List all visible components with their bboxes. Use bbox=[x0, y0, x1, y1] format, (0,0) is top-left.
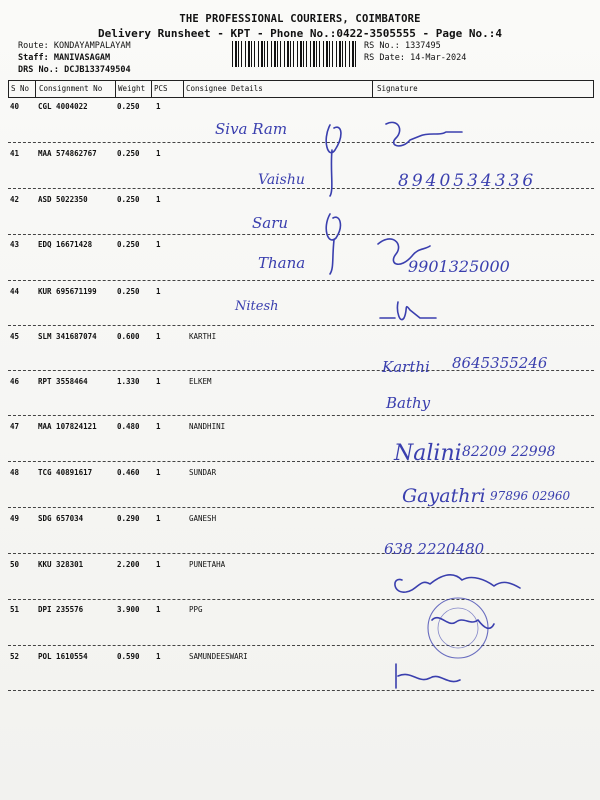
row-pcs: 1 bbox=[156, 195, 161, 204]
row-consignment: KUR 695671199 bbox=[38, 287, 97, 296]
row-weight: 0.250 bbox=[117, 149, 140, 158]
row-weight: 0.250 bbox=[117, 287, 140, 296]
barcode bbox=[232, 41, 356, 67]
row-sno: 46 bbox=[10, 377, 20, 386]
row-pcs: 1 bbox=[156, 102, 161, 111]
row-sno: 48 bbox=[10, 468, 20, 477]
row-consignment: EDQ 16671428 bbox=[38, 240, 93, 249]
handwritten-name: Nitesh bbox=[235, 299, 279, 314]
handwritten-name: Saru bbox=[252, 214, 289, 232]
row-consignment: RPT 3558464 bbox=[38, 377, 88, 386]
row-weight: 1.330 bbox=[117, 377, 140, 386]
handwritten-name: Thana bbox=[258, 254, 306, 272]
row-pcs: 1 bbox=[156, 605, 161, 614]
handwritten-phone: 8940534336 bbox=[398, 171, 537, 191]
handwritten-phone: 97896 02960 bbox=[490, 489, 571, 503]
row-divider bbox=[8, 280, 594, 281]
row-weight: 0.250 bbox=[117, 240, 140, 249]
rs-date-line bbox=[364, 53, 466, 63]
col-header-weight: Weight bbox=[118, 84, 146, 93]
handwritten-signature: Karthi bbox=[382, 358, 430, 376]
row-sno: 50 bbox=[10, 560, 20, 569]
col-rule bbox=[35, 81, 36, 98]
row-weight: 0.460 bbox=[117, 468, 140, 477]
signature-stroke bbox=[432, 618, 494, 629]
row-consignment: SLM 341687074 bbox=[38, 332, 97, 341]
row-weight: 0.290 bbox=[117, 514, 140, 523]
col-rule bbox=[593, 81, 594, 98]
handwritten-phone: 8645355246 bbox=[452, 354, 548, 372]
row-sno: 49 bbox=[10, 514, 20, 523]
rs-date-label: RS Date: bbox=[364, 53, 405, 63]
row-sno: 44 bbox=[10, 287, 20, 296]
col-header-sno: S No bbox=[11, 84, 30, 93]
row-sno: 42 bbox=[10, 195, 20, 204]
row-consignment: MAA 574862767 bbox=[38, 149, 97, 158]
col-rule bbox=[151, 81, 152, 98]
handwritten-name: Vaishu bbox=[258, 172, 305, 188]
signature-stroke bbox=[380, 302, 436, 320]
drs-label: DRS No.: bbox=[18, 65, 59, 75]
row-consignee: SAMUNDEESWARI bbox=[189, 652, 248, 661]
row-pcs: 1 bbox=[156, 287, 161, 296]
row-pcs: 1 bbox=[156, 332, 161, 341]
company-title: THE PROFESSIONAL COURIERS, COIMBATORE bbox=[179, 13, 421, 25]
row-pcs: 1 bbox=[156, 377, 161, 386]
signature-stroke bbox=[395, 575, 520, 592]
row-consignee: ELKEM bbox=[189, 377, 212, 386]
row-divider bbox=[8, 690, 594, 691]
staff-line bbox=[18, 53, 110, 63]
handwritten-phone: 9901325000 bbox=[408, 257, 510, 276]
staff-value: MANIVASAGAM bbox=[53, 53, 111, 63]
handwritten-phone: 638 2220480 bbox=[384, 540, 485, 558]
rs-date-value: 14-Mar-2024 bbox=[410, 53, 467, 63]
row-consignment: TCG 40891617 bbox=[38, 468, 93, 477]
row-sno: 45 bbox=[10, 332, 20, 341]
row-divider bbox=[8, 553, 594, 554]
row-consignee: KARTHI bbox=[189, 332, 217, 341]
handwritten-phone: 82209 22998 bbox=[462, 444, 556, 460]
signature-stroke bbox=[378, 239, 430, 264]
route-label: Route: bbox=[18, 41, 49, 51]
row-weight: 3.900 bbox=[117, 605, 140, 614]
col-rule bbox=[115, 81, 116, 98]
row-divider bbox=[8, 142, 594, 143]
row-consignee: GANESH bbox=[189, 514, 217, 523]
row-consignee: PPG bbox=[189, 605, 203, 614]
table-header-rule bbox=[8, 97, 594, 98]
row-sno: 41 bbox=[10, 149, 20, 158]
col-header-signature: Signature bbox=[377, 84, 418, 93]
row-sno: 43 bbox=[10, 240, 20, 249]
row-sno: 51 bbox=[10, 605, 20, 614]
row-weight: 0.480 bbox=[117, 422, 140, 431]
row-pcs: 1 bbox=[156, 149, 161, 158]
row-divider bbox=[8, 415, 594, 416]
row-divider bbox=[8, 188, 594, 189]
row-divider bbox=[8, 461, 594, 462]
row-pcs: 1 bbox=[156, 240, 161, 249]
signature-stroke bbox=[396, 664, 460, 688]
table-top-rule bbox=[8, 80, 594, 81]
row-sno: 47 bbox=[10, 422, 20, 431]
rs-no-line bbox=[364, 41, 441, 51]
row-consignee: PUNETAHA bbox=[189, 560, 226, 569]
handwritten-signature: Bathy bbox=[386, 394, 431, 412]
row-consignee: NANDHINI bbox=[189, 422, 226, 431]
row-sno: 40 bbox=[10, 102, 20, 111]
route-line bbox=[18, 41, 131, 51]
row-consignment: KKU 328301 bbox=[38, 560, 84, 569]
drs-line bbox=[18, 65, 131, 75]
handwritten-signature: Nalini bbox=[394, 441, 462, 466]
signature-stroke bbox=[326, 214, 340, 274]
company-stamp bbox=[428, 598, 494, 658]
row-weight: 0.600 bbox=[117, 332, 140, 341]
col-header-consignment: Consignment No bbox=[39, 84, 103, 93]
row-divider bbox=[8, 325, 594, 326]
staff-label: Staff: bbox=[18, 53, 49, 63]
row-consignment: SDG 657034 bbox=[38, 514, 84, 523]
row-divider bbox=[8, 507, 594, 508]
row-consignment: CGL 4004022 bbox=[38, 102, 88, 111]
row-divider bbox=[8, 645, 594, 646]
route-value: KONDAYAMPALAYAM bbox=[53, 41, 131, 51]
col-rule bbox=[8, 81, 9, 98]
runsheet-subtitle: Delivery Runsheet - KPT - Phone No.:0422-3505555 - Page No.:4 bbox=[98, 27, 502, 40]
row-consignment: ASD 5022350 bbox=[38, 195, 88, 204]
row-divider bbox=[8, 234, 594, 235]
row-pcs: 1 bbox=[156, 468, 161, 477]
row-pcs: 1 bbox=[156, 560, 161, 569]
row-consignment: MAA 107824121 bbox=[38, 422, 97, 431]
drs-value: DCJB133749504 bbox=[64, 65, 131, 75]
row-weight: 0.590 bbox=[117, 652, 140, 661]
row-weight: 2.200 bbox=[117, 560, 140, 569]
col-header-pcs: PCS bbox=[154, 84, 168, 93]
row-weight: 0.250 bbox=[117, 102, 140, 111]
row-consignee: SUNDAR bbox=[189, 468, 217, 477]
col-rule bbox=[372, 81, 373, 98]
row-pcs: 1 bbox=[156, 422, 161, 431]
rs-no-label: RS No.: bbox=[364, 41, 400, 51]
row-divider bbox=[8, 370, 594, 371]
row-sno: 52 bbox=[10, 652, 20, 661]
row-weight: 0.250 bbox=[117, 195, 140, 204]
col-rule bbox=[183, 81, 184, 98]
row-consignment: POL 1610554 bbox=[38, 652, 88, 661]
row-pcs: 1 bbox=[156, 514, 161, 523]
signature-stroke bbox=[326, 125, 341, 196]
row-consignment: DPI 235576 bbox=[38, 605, 84, 614]
row-pcs: 1 bbox=[156, 652, 161, 661]
handwritten-signature: Gayathri bbox=[402, 485, 486, 507]
handwritten-name: Siva Ram bbox=[215, 120, 288, 138]
col-header-consignee: Consignee Details bbox=[186, 84, 263, 93]
rs-no-value: 1337495 bbox=[404, 41, 441, 51]
row-divider bbox=[8, 599, 594, 600]
